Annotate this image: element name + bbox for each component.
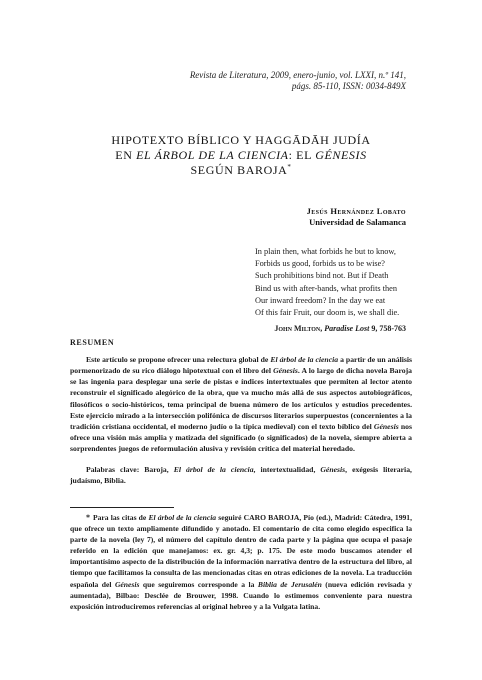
footnote	[70, 512, 412, 612]
title-line-1: HIPOTEXTO BÍBLICO Y HAGGĀDĀH JUDÍA	[111, 133, 371, 147]
author-affiliation: Universidad de Salamanca	[309, 217, 406, 227]
epigraph	[255, 246, 425, 319]
abstract-part: Este artículo se propone ofrecer una relectura global de	[86, 355, 271, 364]
title-genesis: GÉNESIS	[315, 148, 367, 162]
abstract-italic-title: El árbol de la ciencia	[270, 355, 339, 364]
abstract-part: a partir de un análisis pormenorizado de su rico diálogo hipotextual con el libro del	[70, 355, 412, 376]
epigraph-source: John Milton, Paradise Lost 9, 758-763	[274, 324, 406, 333]
article-title	[60, 133, 422, 178]
journal-header	[190, 70, 406, 92]
footnote-part: (nueva edición revisada y aumentada), Bilbao: Desclée de Brouwer, 1998. Cuando lo estimemos conveniente para nuestra exposición introduciremos referencias al original hebreo y a la Vulgata latina.	[70, 579, 412, 611]
footnote-divider	[70, 507, 174, 508]
keywords-label: Palabras clave	[86, 465, 137, 474]
journal-citation-line: Revista de Literatura, 2009, enero-junio, vol. LXXI, n.º 141,	[189, 70, 406, 80]
epigraph-work: Paradise Lost	[324, 324, 370, 333]
keywords-part: , intertextualidad,	[253, 465, 321, 474]
keywords-part: , exégesis literaria, judaísmo, Biblia.	[70, 465, 412, 486]
keywords-italic: Génesis	[320, 465, 346, 474]
epigraph-line: Forbids us good, forbids us to be wise?	[255, 259, 385, 269]
epigraph-line: Our inward freedom? In the day we eat	[255, 295, 386, 305]
journal-pages-issn: págs. 85-110, ISSN: 0034-849X	[291, 81, 406, 91]
keywords-italic: El árbol de la ciencia	[173, 465, 254, 474]
author-name: Jesús Hernández Lobato	[306, 206, 406, 216]
footnote-italic: El árbol de la ciencia	[148, 513, 217, 522]
keywords-part: : Baroja,	[136, 465, 174, 474]
keywords	[70, 464, 412, 486]
abstract-italic-genesis: Génesis	[273, 366, 298, 376]
title-mid: : EL	[288, 148, 316, 162]
author-block	[307, 206, 406, 228]
footnote-part: seguiré CARO BAROJA, Pío (ed.), Madrid: Cátedra, 1991, que ofrece un texto ampliamente difundido y anotado. El comentario de cita como elegido especifica la parte de la novela (ley 7), el número del capítulo dentro de cada parte y la página que ocupa el pasaje referido en la edición que manejamos: ex. gr. 4,3; p. 175. De este modo buscamos atender el importantísimo aspecto de la distribución de la información narrativa dentro de la estructura del libro, al tiempo que facilitamos la consulta de las mencionadas citas en otras ediciones de la novela. La traducción española del	[70, 513, 412, 589]
title-baroja: SEGÚN BAROJA	[190, 163, 288, 177]
epigraph-author: John Milton	[274, 324, 321, 333]
epigraph-reference: 9, 758-763	[371, 324, 406, 333]
abstract-text	[70, 354, 412, 454]
footnote-part: que seguiremos corresponde a la	[139, 579, 258, 589]
abstract-italic-genesis: Génesis	[373, 421, 399, 431]
title-novel-name: EL ÁRBOL DE LA CIENCIA	[136, 148, 289, 162]
footnote-marker: *	[86, 513, 90, 522]
epigraph-line: Of this fair Fruit, our doom is, we shall die.	[255, 308, 400, 318]
footnote-italic: Génesis	[114, 579, 140, 589]
epigraph-line: Bind us with after-bands, what profits then	[255, 283, 398, 293]
footnote-italic: Biblia de Jerusalén	[257, 579, 322, 589]
title-prefix: EN	[115, 148, 137, 162]
title-footnote-marker[interactable]: *	[287, 163, 292, 171]
title-line-3	[60, 163, 422, 178]
abstract-heading: RESUMEN	[70, 338, 115, 347]
epigraph-line: In plain then, what forbids he but to know,	[255, 247, 396, 256]
abstract-part: . A lo largo de dicha novela Baroja se las ingenia para desplegar una serie de pistas e índices intertextuales que permiten al lector atento reconstruir el significado alegórico de la obra, que va mucho más allá de sus aspectos autobiográficos, filosóficos o socio-históricos, tema principal de buena número de los artículos y estudios precedentes. Este ejercicio mirado a la intersección polifónica de discursos literarios superpuestos (concernientes a la tradición cristiana occidental, el moderno judío o la típica medieval) con el texto bíblico del	[70, 366, 412, 431]
title-line-2	[60, 148, 422, 163]
footnote-part: Para las citas de	[93, 513, 149, 522]
epigraph-line: Such prohibitions bind not. But if Death	[255, 271, 389, 281]
abstract-part: nos ofrece una visión más amplia y matizada del significado (o significados) de la novela, siempre abierta a sorprendentes juegos de reformulación alusiva y revisión crítica del material heredado.	[70, 421, 412, 454]
